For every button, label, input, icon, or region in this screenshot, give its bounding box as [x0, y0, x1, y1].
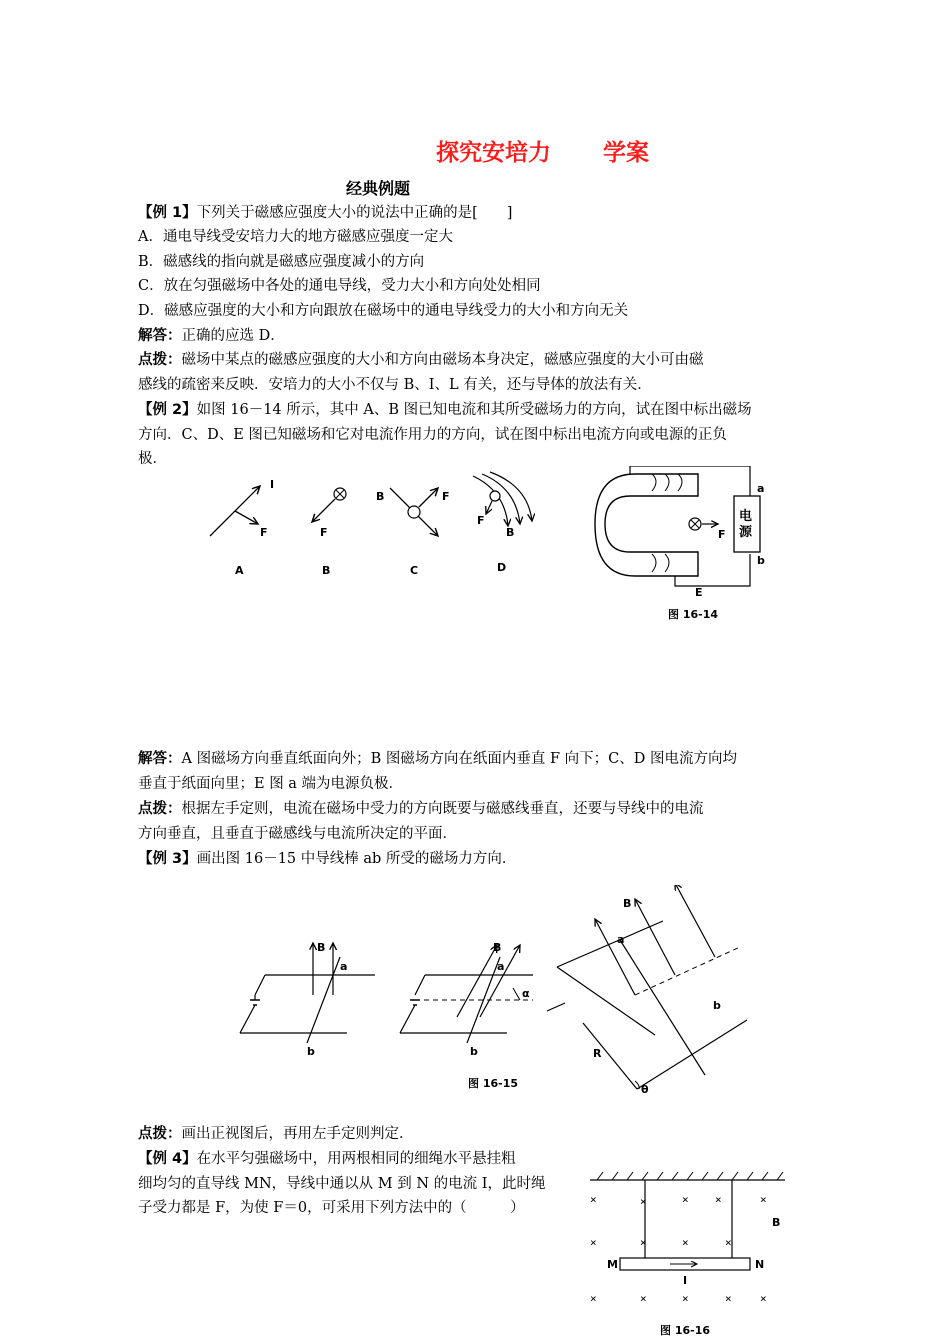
label-m: M [607, 1258, 618, 1271]
ex2-answer-line1: A 图磁场方向垂直纸面向外；B 图磁场方向在纸面内垂直 F 向下；C、D 图电流方向均 [181, 751, 737, 767]
page-title [436, 134, 649, 167]
cross-mark: × [640, 1236, 647, 1249]
label-b-terminal: b [757, 554, 765, 567]
ex1-option-d: D．磁感应强度的大小和方向跟放在磁场中的通电导线受力的大小和方向无关 [138, 303, 629, 319]
label-r: R [593, 1047, 602, 1060]
ex2-answer-line2: 垂直于纸面向里；E 图 a 端为电源负极． [138, 776, 404, 792]
label-n: N [755, 1258, 765, 1271]
panel-c-label: C [410, 564, 419, 577]
ex2-hint-line1: 根据左手定则，电流在磁场中受力的方向既要与磁感线垂直，还要与导线中的电流 [181, 801, 704, 817]
ex1-option-a: A．通电导线受安培力大的地方磁感应强度一定大 [138, 229, 453, 245]
cross-mark: × [590, 1236, 597, 1249]
cross-mark: × [640, 1195, 647, 1208]
label-b-end: b [307, 1045, 315, 1058]
figure-16-14-caption: 图 16-14 [668, 608, 719, 621]
panel-1 [240, 941, 375, 1058]
cross-mark: × [725, 1236, 732, 1249]
section-heading: 经典例题 [346, 179, 411, 198]
label-f: F [477, 514, 485, 527]
ex3-text: 画出图 16－15 中导线棒 ab 所受的磁场力方向． [196, 851, 517, 867]
label-f: F [260, 526, 268, 539]
cross-mark: × [760, 1292, 767, 1305]
label-alpha: α [522, 987, 530, 1000]
label-b: B [376, 490, 385, 503]
label-f: F [718, 528, 726, 541]
ex1-answer-text: 正确的应选 D． [181, 328, 285, 344]
ex1-hint [138, 348, 704, 372]
panel-a-label: A [235, 564, 244, 577]
title-main: 探究安培力 [436, 140, 551, 166]
panel-b [312, 488, 346, 577]
label-a: a [757, 482, 765, 495]
figure-16-15 [235, 885, 765, 1095]
panel-b-label: B [322, 564, 331, 577]
ex4-tag: 【例 4】 [138, 1151, 197, 1167]
cross-mark: × [725, 1292, 732, 1305]
cross-mark: × [682, 1236, 689, 1249]
figure-16-16-caption: 图 16-16 [660, 1324, 711, 1337]
ex2-line1: 如图 16－14 所示，其中 A、B 图已知电流和其所受磁场力的方向，试在图中标出磁场 [196, 402, 752, 418]
label-b: B [506, 526, 515, 539]
label-theta: θ [641, 1083, 649, 1095]
label-f: F [442, 490, 450, 503]
panel-a [210, 478, 274, 577]
figure-16-15-caption: 图 16-15 [468, 1077, 519, 1090]
figure-16-16 [585, 1170, 795, 1344]
panel-d [473, 472, 532, 574]
label-b-end: b [713, 999, 721, 1012]
cross-mark: × [760, 1193, 767, 1206]
cross-mark: × [640, 1292, 647, 1305]
label-a: a [497, 960, 505, 973]
label-b-end: b [470, 1045, 478, 1058]
ex2-hint-line2: 方向垂直，且垂直于磁感线与电流所决定的平面． [138, 826, 457, 842]
panel-c [376, 488, 450, 577]
ex3-hint [138, 1122, 414, 1146]
panel-e [595, 466, 765, 621]
ex1-option-b: B．磁感线的指向就是磁感应强度减小的方向 [138, 254, 425, 270]
ex4-question [138, 1147, 516, 1171]
ex1-hint-line1: 磁场中某点的磁感应强度的大小和方向由磁场本身决定，磁感应强度的大小可由磁 [181, 352, 704, 368]
ex2-answer [138, 747, 737, 771]
title-sub: 学案 [603, 140, 649, 166]
label-a: a [340, 960, 348, 973]
panel-d-label: D [497, 561, 507, 574]
ex4-line3: 子受力都是 F，为使 F＝0，可采用下列方法中的（ ） [138, 1200, 525, 1216]
ex2-line3: 极． [138, 451, 167, 467]
ex2-hint [138, 797, 704, 821]
label-b: B [317, 941, 326, 954]
panel-3 [547, 885, 747, 1095]
label-b: B [493, 941, 502, 954]
cross-mark: × [590, 1193, 597, 1206]
ex3-tag: 【例 3】 [138, 851, 197, 867]
source-char-2: 源 [739, 525, 753, 540]
ex2-hint-label: 点拨： [138, 801, 182, 817]
ex1-hint-line2: 感线的疏密来反映．安培力的大小不仅与 B、I、L 有关，还与导体的放法有关． [138, 377, 652, 393]
ex4-line2: 细均匀的直导线 MN，导线中通以从 M 到 N 的电流 I，此时绳 [138, 1176, 546, 1192]
ex2-tag: 【例 2】 [138, 402, 197, 418]
ex1-question-text: 下列关于磁感应强度大小的说法中正确的是[ ] [196, 205, 513, 221]
label-f: F [320, 526, 328, 539]
ex3-hint-text: 画出正视图后，再用左手定则判定． [181, 1126, 414, 1142]
cross-mark: × [715, 1193, 722, 1206]
figure-16-14 [190, 466, 790, 626]
ex1-option-c: C．放在匀强磁场中各处的通电导线，受力大小和方向处处相同 [138, 278, 541, 294]
ex1-answer-label: 解答： [138, 328, 182, 344]
panel-e-label: E [695, 586, 703, 599]
panel-2 [400, 941, 533, 1058]
ex3-hint-label: 点拨： [138, 1126, 182, 1142]
ex4-line1: 在水平匀强磁场中，用两根相同的细绳水平悬挂粗 [196, 1151, 516, 1167]
cross-mark: × [590, 1292, 597, 1305]
ex3-question [138, 847, 516, 871]
label-b: B [623, 897, 632, 910]
ex2-line2: 方向．C、D、E 图已知磁场和它对电流作用力的方向，试在图中标出电流方向或电源的正负 [138, 427, 727, 443]
ex1-tag: 【例 1】 [138, 205, 197, 221]
ex1-hint-label: 点拨： [138, 352, 182, 368]
label-b: B [772, 1216, 781, 1229]
ex2-answer-label: 解答： [138, 751, 182, 767]
label-i: I [270, 478, 275, 491]
label-i: I [683, 1274, 688, 1287]
ex2-question [138, 398, 752, 422]
ex1-answer [138, 324, 285, 348]
cross-mark: × [682, 1193, 689, 1206]
cross-mark: × [682, 1292, 689, 1305]
ex1-question [138, 201, 512, 225]
label-a: a [617, 933, 625, 946]
field-crosses [590, 1193, 767, 1305]
source-char-1: 电 [739, 509, 753, 524]
